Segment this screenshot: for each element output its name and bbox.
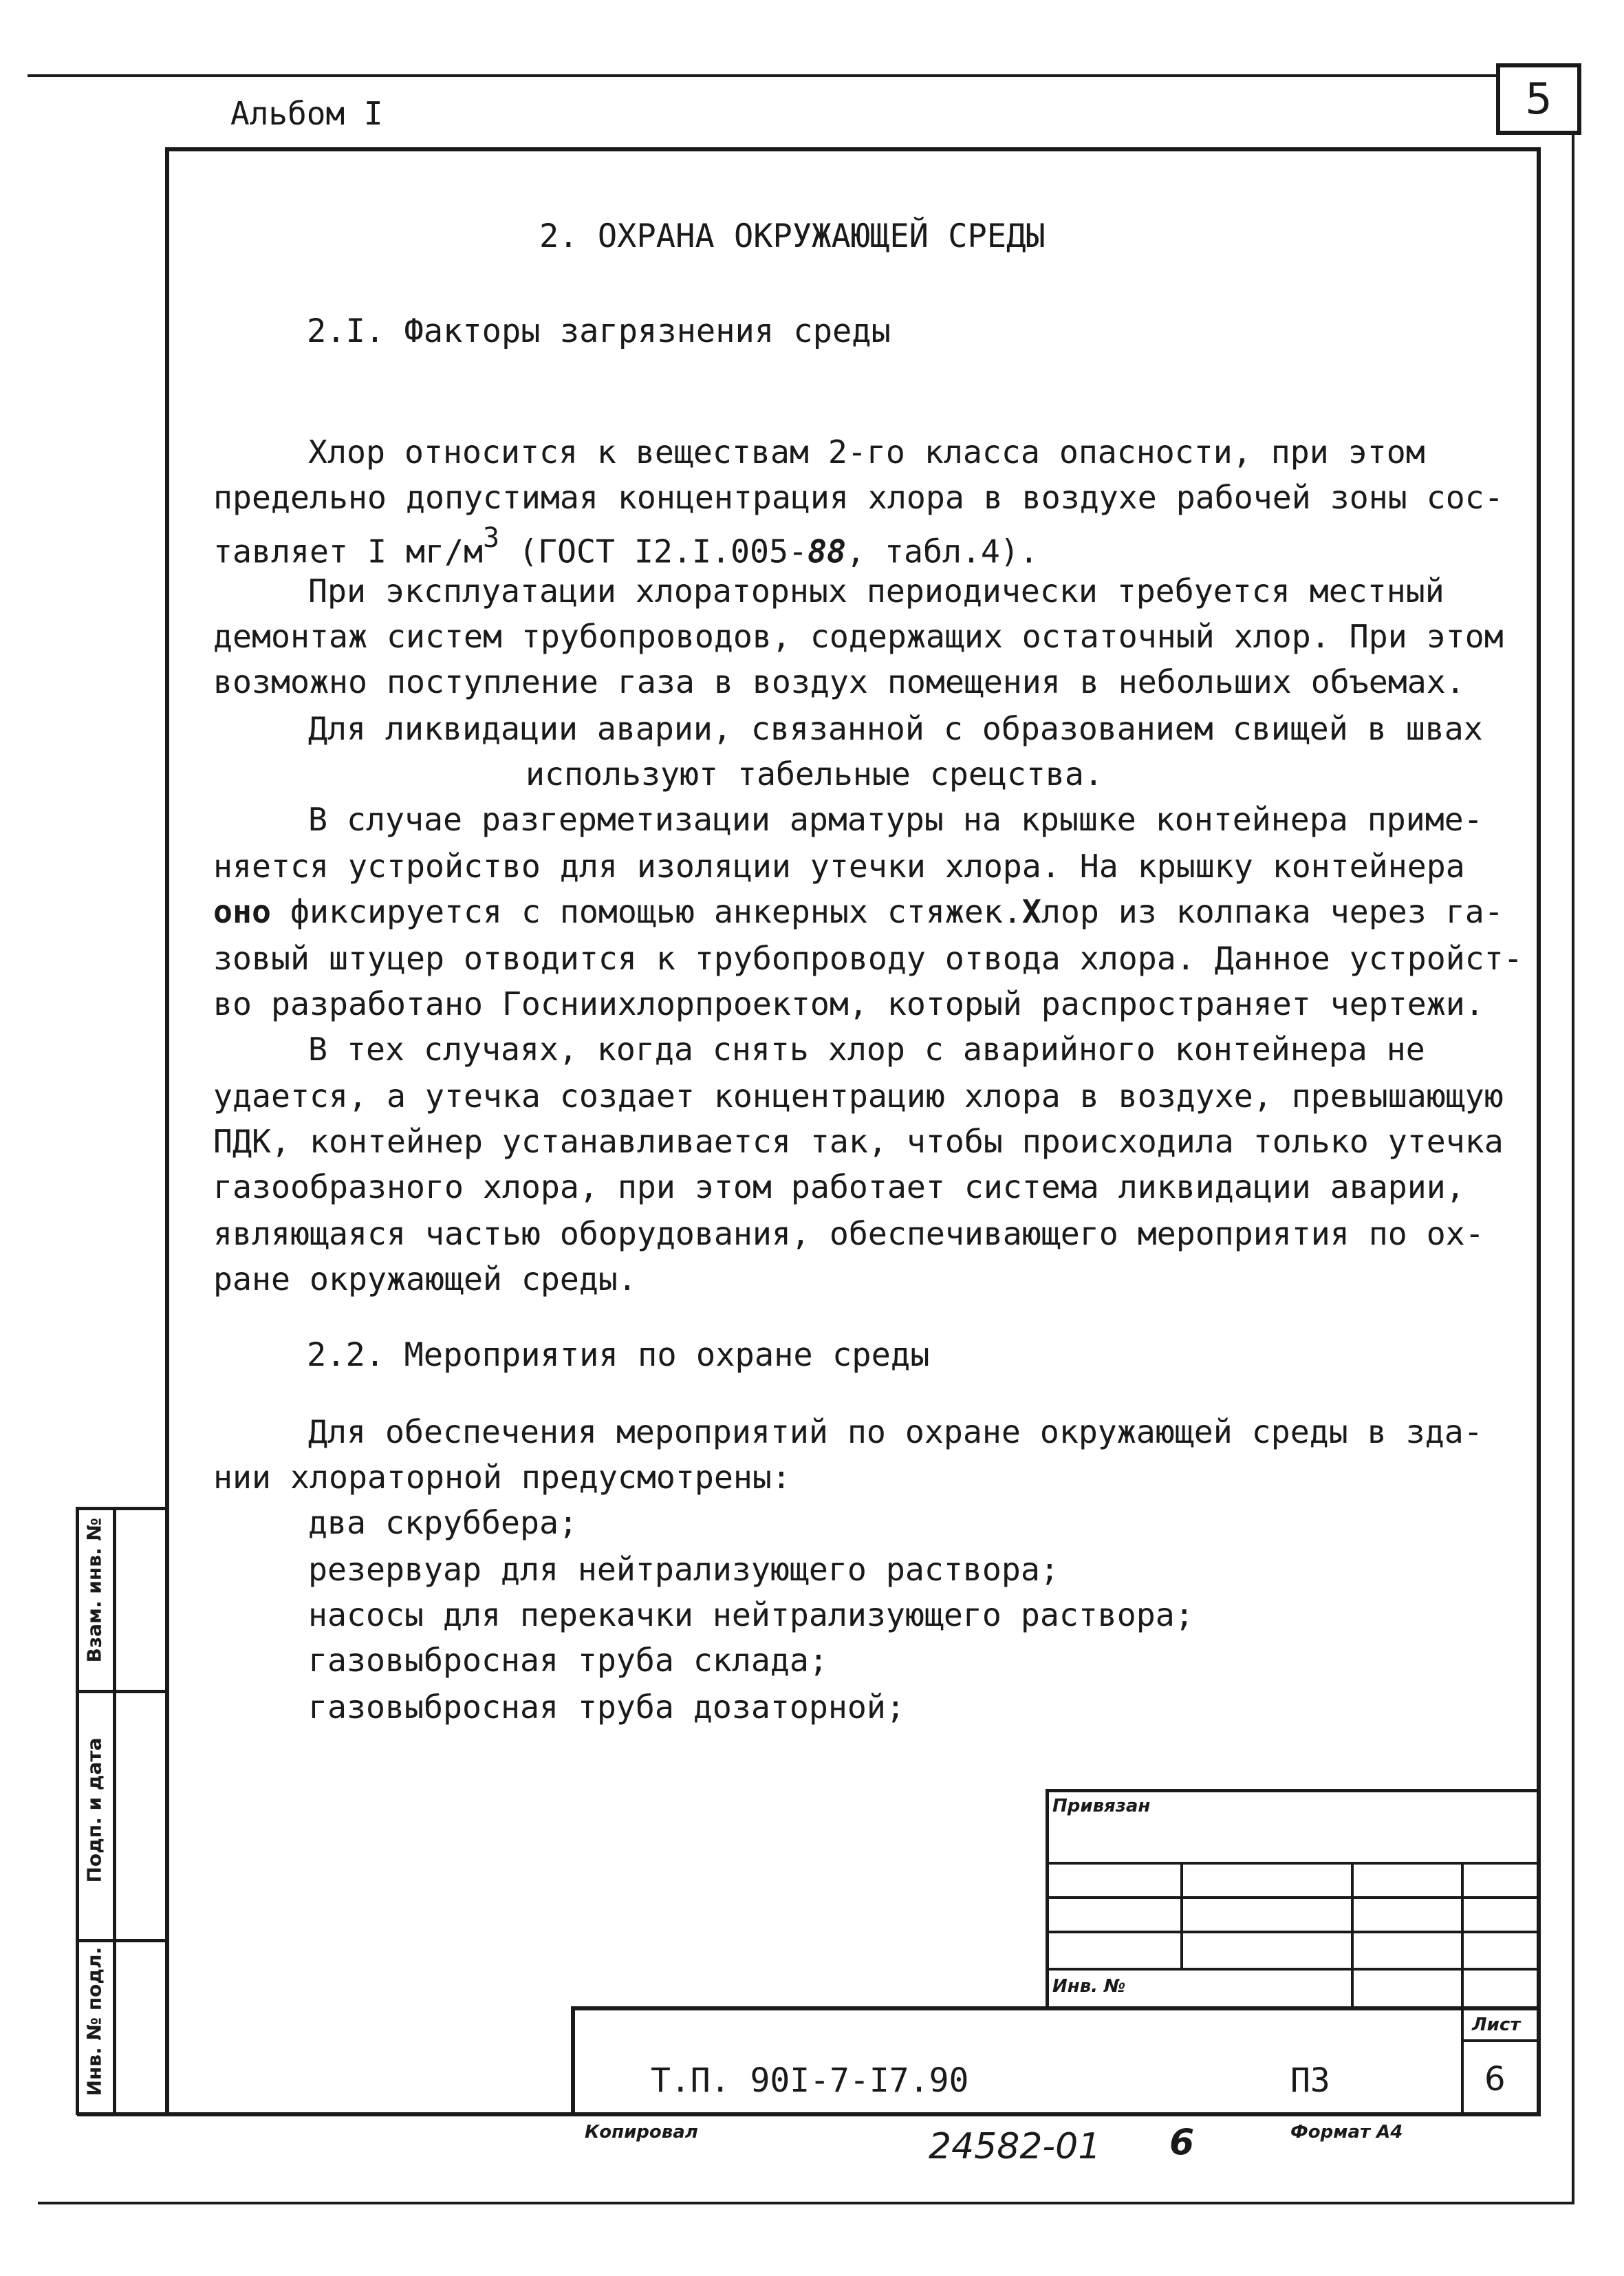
p2-line-3: возможно поступление газа в воздух помещения в небольших объемах. (213, 663, 1465, 700)
section-title: 2. ОХРАНА ОКРУЖАЮЩЕЙ СРЕДЫ (539, 217, 1046, 255)
p5-line-6: ране окружающей среды. (213, 1260, 637, 1298)
p2-line-1: При эксплуатации хлораторных периодически требуется местный (308, 572, 1444, 610)
p4-line-3 (213, 893, 1504, 930)
list-item: два скруббера; (308, 1504, 578, 1541)
p1-line-3 (213, 522, 1039, 570)
p4-line-5: во разработано Госниихлорпроектом, который распространяет чертежи. (213, 985, 1484, 1022)
side-stamp-top (76, 1507, 168, 1510)
p4-line-3-b: лор из колпака через га- (1041, 893, 1504, 930)
p4-line-3-bold: оно (213, 893, 271, 930)
right-outer-rule (1572, 135, 1574, 2204)
stamp-left (571, 2006, 575, 2115)
p3-line-2: используют табельные срецства. (526, 755, 1103, 793)
tb-h3 (1046, 1931, 1541, 1933)
list-item: насосы для перекачки нейтрализующего раствора; (308, 1596, 1194, 1633)
tb-doc-code: ПЗ (1290, 2061, 1330, 2100)
side-stamp-div1 (76, 1690, 168, 1693)
side-stamp-inner (113, 1507, 116, 2115)
tb-h4 (1046, 1968, 1541, 1971)
tb-sheet-number: 6 (1484, 2060, 1506, 2098)
p4-line-2: няется устройство для изоляции утечки хлора. На крышку контейнера (213, 848, 1465, 885)
footer-copied: Копировал (585, 2122, 698, 2143)
unit-superscript: 3 (482, 522, 500, 554)
stamp-sheet-h (1461, 2039, 1541, 2042)
tb-v2 (1351, 1862, 1354, 2009)
p1-line-3-c: , табл.4). (845, 533, 1039, 570)
p2-line-2: демонтаж систем трубопроводов, содержащих остаточный хлор. При этом (213, 618, 1504, 655)
top-rule (28, 74, 1500, 77)
list-item: резервуар для нейтрализующего раствора; (308, 1551, 1059, 1588)
tb-h1 (1046, 1862, 1541, 1865)
frame-right (1537, 147, 1541, 2115)
p5-line-2: удается, а утечка создает концентрацию хлора в воздухе, превышающую (213, 1077, 1504, 1115)
p4-line-3-a: фиксируется с помощью анкерных стяжек. (271, 893, 1022, 930)
bottom-rule (38, 2202, 1572, 2204)
tb-left (1046, 1789, 1049, 2009)
p4-line-1: В случае разгерметизации арматуры на крышке контейнера приме- (308, 801, 1483, 838)
tb-v1 (1180, 1862, 1183, 1971)
tb-sheet-label: Лист (1472, 2015, 1521, 2035)
frame-bottom (77, 2112, 1541, 2116)
p4-line-4: зовый штуцер отводится к трубопроводу отвода хлора. Данное устройст- (213, 940, 1523, 977)
p6-line-2: нии хлораторной предусмотрены: (213, 1459, 791, 1496)
tb-inv-no: Инв. № (1052, 1976, 1126, 1997)
p1-line-3-b: (ГОСТ I2.I.005- (499, 533, 808, 570)
page-number: 5 (1496, 63, 1581, 135)
p1-line-1: Хлор относится к веществам 2-го класса опасности, при этом (308, 433, 1425, 471)
p5-line-5: являющаяся частью оборудования, обеспечивающего мероприятия по ох- (213, 1215, 1484, 1252)
tb-h2 (1046, 1896, 1541, 1899)
side-stamp-div2 (76, 1939, 168, 1942)
p3-line-1: Для ликвидации аварии, связанной с образованием свищей в швах (308, 710, 1483, 747)
list-item: газовыбросная труба дозаторной; (308, 1688, 905, 1726)
p1-line-2: предельно допустимая концентрация хлора в воздухе рабочей зоны сос- (213, 479, 1504, 516)
subsection-1-title: 2.I. Факторы загрязнения среды (307, 312, 891, 350)
p6-line-1: Для обеспечения мероприятий по охране окружающей среды в зда- (308, 1413, 1483, 1450)
p5-line-4: газообразного хлора, при этом работает система ликвидации аварии, (213, 1168, 1465, 1205)
tb-designation: Т.П. 90I-7-I7.90 (651, 2061, 969, 2100)
handwritten-year: 88 (807, 533, 846, 570)
frame-top (165, 147, 1541, 151)
subsection-2-title: 2.2. Мероприятия по охране среды (307, 1336, 930, 1374)
stamp-top (571, 2006, 1541, 2010)
p5-line-3: ПДК, контейнер устанавливается так, чтобы происходила только утечка (213, 1123, 1504, 1160)
footer-handwritten-page: 6 (1169, 2122, 1195, 2163)
p5-line-1: В тех случаях, когда снять хлор с аварийного контейнера не (308, 1031, 1425, 1068)
side-inv-label: Инв. № подл. (83, 1946, 106, 2096)
tb-top (1046, 1789, 1541, 1792)
side-stamp-left (76, 1507, 79, 2115)
list-item: газовыбросная труба склада; (308, 1642, 828, 1679)
side-vzam-label: Взам. инв. № (83, 1517, 106, 1663)
tb-v3 (1461, 1862, 1464, 2115)
side-podp-label: Подп. и дата (83, 1737, 106, 1883)
p1-line-3-a: тавляет I мг/м (213, 533, 483, 570)
footer-archive-number: 24582-01 (929, 2126, 1101, 2167)
p4-line-3-bold2: Х (1021, 893, 1041, 930)
frame-left (165, 147, 169, 2115)
album-label: Альбом I (230, 95, 383, 132)
tb-privyazan: Привязан (1052, 1796, 1151, 1816)
footer-format: Формат А4 (1290, 2122, 1403, 2143)
